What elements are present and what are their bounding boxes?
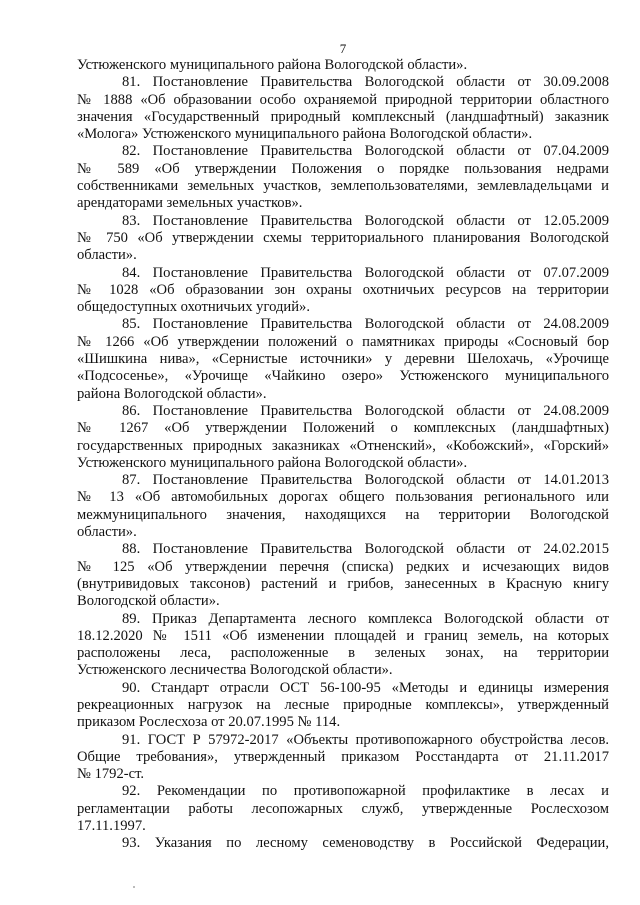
text-line: № 1888 «Об образовании особо охраняемой природной территории областного — [77, 91, 609, 108]
text-line: 85. Постановление Правительства Вологодской области от 24.08.2009 — [122, 316, 609, 333]
text-line: 87. Постановление Правительства Вологодской области от 14.01.2013 — [122, 472, 609, 489]
text-line: (внутривидовых таксонов) растений и грибов, занесенных в Красную книгу — [77, 575, 609, 592]
text-line: № 1028 «Об образовании зон охраны охотничьих ресурсов на территории — [77, 281, 609, 298]
text-line: Вологодской области». — [77, 593, 220, 610]
list-item-93 — [77, 835, 609, 852]
text-line: района Вологодской области». — [77, 385, 267, 402]
list-item-89 — [77, 611, 609, 680]
text-line: государственных природных заказниках «Отненский», «Кобожский», «Горский» — [77, 437, 609, 454]
text-line: 93. Указания по лесному семеноводству в Российской Федерации, — [122, 835, 609, 852]
text-line: межмуниципального значения, находящихся на территории Вологодской — [77, 506, 609, 523]
text-line: «Шишкина нива», «Сернистые источники» у деревни Шелохачь, «Урочище — [77, 351, 609, 368]
text-line: 91. ГОСТ Р 57972-2017 «Объекты противопожарного обустройства лесов. — [122, 731, 609, 748]
text-line: Устюженского лесничества Вологодской области». — [77, 662, 393, 679]
list-item-82 — [77, 143, 609, 212]
text-line: 90. Стандарт отрасли ОСТ 56-100-95 «Методы и единицы измерения — [122, 679, 609, 696]
page-number: 7 — [339, 41, 347, 56]
text-line: № 1267 «Об утверждении Положений о комплексных (ландшафтных) — [77, 420, 609, 437]
text-line: собственниками земельных участков, землепользователями, землевладельцами и — [77, 178, 609, 195]
text-line: значения «Государственный природный комплексный (ландшафтный) заказник — [77, 108, 609, 125]
text-line: 81. Постановление Правительства Вологодской области от 30.09.2008 — [122, 74, 609, 91]
list-item-81 — [77, 74, 609, 143]
list-item-90 — [77, 680, 609, 732]
list-item-83 — [77, 213, 609, 265]
text-line: 86. Постановление Правительства Вологодской области от 24.08.2009 — [122, 402, 609, 419]
text-line: 17.11.1997. — [77, 818, 146, 835]
text-line: 84. Постановление Правительства Вологодской области от 07.07.2009 — [122, 264, 609, 281]
text-line: 83. Постановление Правительства Вологодской области от 12.05.2009 — [122, 212, 609, 229]
text-line: Общие требования», утвержденный приказом Росстандарта от 21.11.2017 — [77, 748, 609, 765]
text-line: рекреационных нагрузок на лесные природные комплексы», утвержденный — [77, 696, 609, 713]
text-line: «Подсосенье», «Урочище «Чайкино озеро» Устюженского муниципального — [77, 368, 609, 385]
text-line: № 1266 «Об утверждении положений о памятниках природы «Сосновый бор — [77, 333, 609, 350]
text-line: 92. Рекомендации по противопожарной профилактике в лесах и — [122, 783, 609, 800]
text-line: № 750 «Об утверждении схемы территориального планирования Вологодской — [77, 229, 609, 246]
text-line: 89. Приказ Департамента лесного комплекса Вологодской области от — [122, 610, 609, 627]
text-line: Устюженского муниципального района Вологодской области». — [77, 454, 468, 471]
text-line: области». — [77, 247, 137, 264]
text-line: 82. Постановление Правительства Вологодской области от 07.04.2009 — [122, 143, 609, 160]
text-line: общедоступных охотничьих угодий». — [77, 299, 310, 316]
list-item-85 — [77, 316, 609, 402]
list-item-continuation — [77, 57, 609, 74]
text-line: области». — [77, 524, 137, 541]
text-line: Устюженского муниципального района Вологодской области». — [77, 57, 468, 73]
document-page — [77, 42, 609, 853]
list-item-86 — [77, 403, 609, 472]
text-line: 88. Постановление Правительства Вологодской области от 24.02.2015 — [122, 541, 609, 558]
scan-speck — [133, 886, 135, 888]
text-line: № 1792-ст. — [77, 766, 145, 783]
text-line: 18.12.2020 № 1511 «Об изменении площадей и границ земель, на которых — [77, 627, 609, 644]
list-item-91 — [77, 732, 609, 784]
text-line: регламентации работы лесопожарных служб, утвержденные Рослесхозом — [77, 800, 609, 817]
list-item-92 — [77, 783, 609, 835]
text-line: № 125 «Об утверждении перечня (списка) редких и исчезающих видов — [77, 558, 609, 575]
text-line: арендаторами земельных участков». — [77, 195, 303, 212]
text-line: «Молога» Устюженского муниципального района Вологодской области». — [77, 126, 533, 143]
text-line: № 13 «Об автомобильных дорогах общего пользования регионального или — [77, 489, 609, 506]
list-item-87 — [77, 472, 609, 541]
text-line: № 589 «Об утверждении Положения о порядке пользования недрами — [77, 160, 609, 177]
list-item-88 — [77, 541, 609, 610]
text-line: расположены леса, расположенные в зеленых зонах, на территории — [77, 645, 609, 662]
text-line: приказом Рослесхоза от 20.07.1995 № 114. — [77, 714, 341, 731]
list-item-84 — [77, 265, 609, 317]
